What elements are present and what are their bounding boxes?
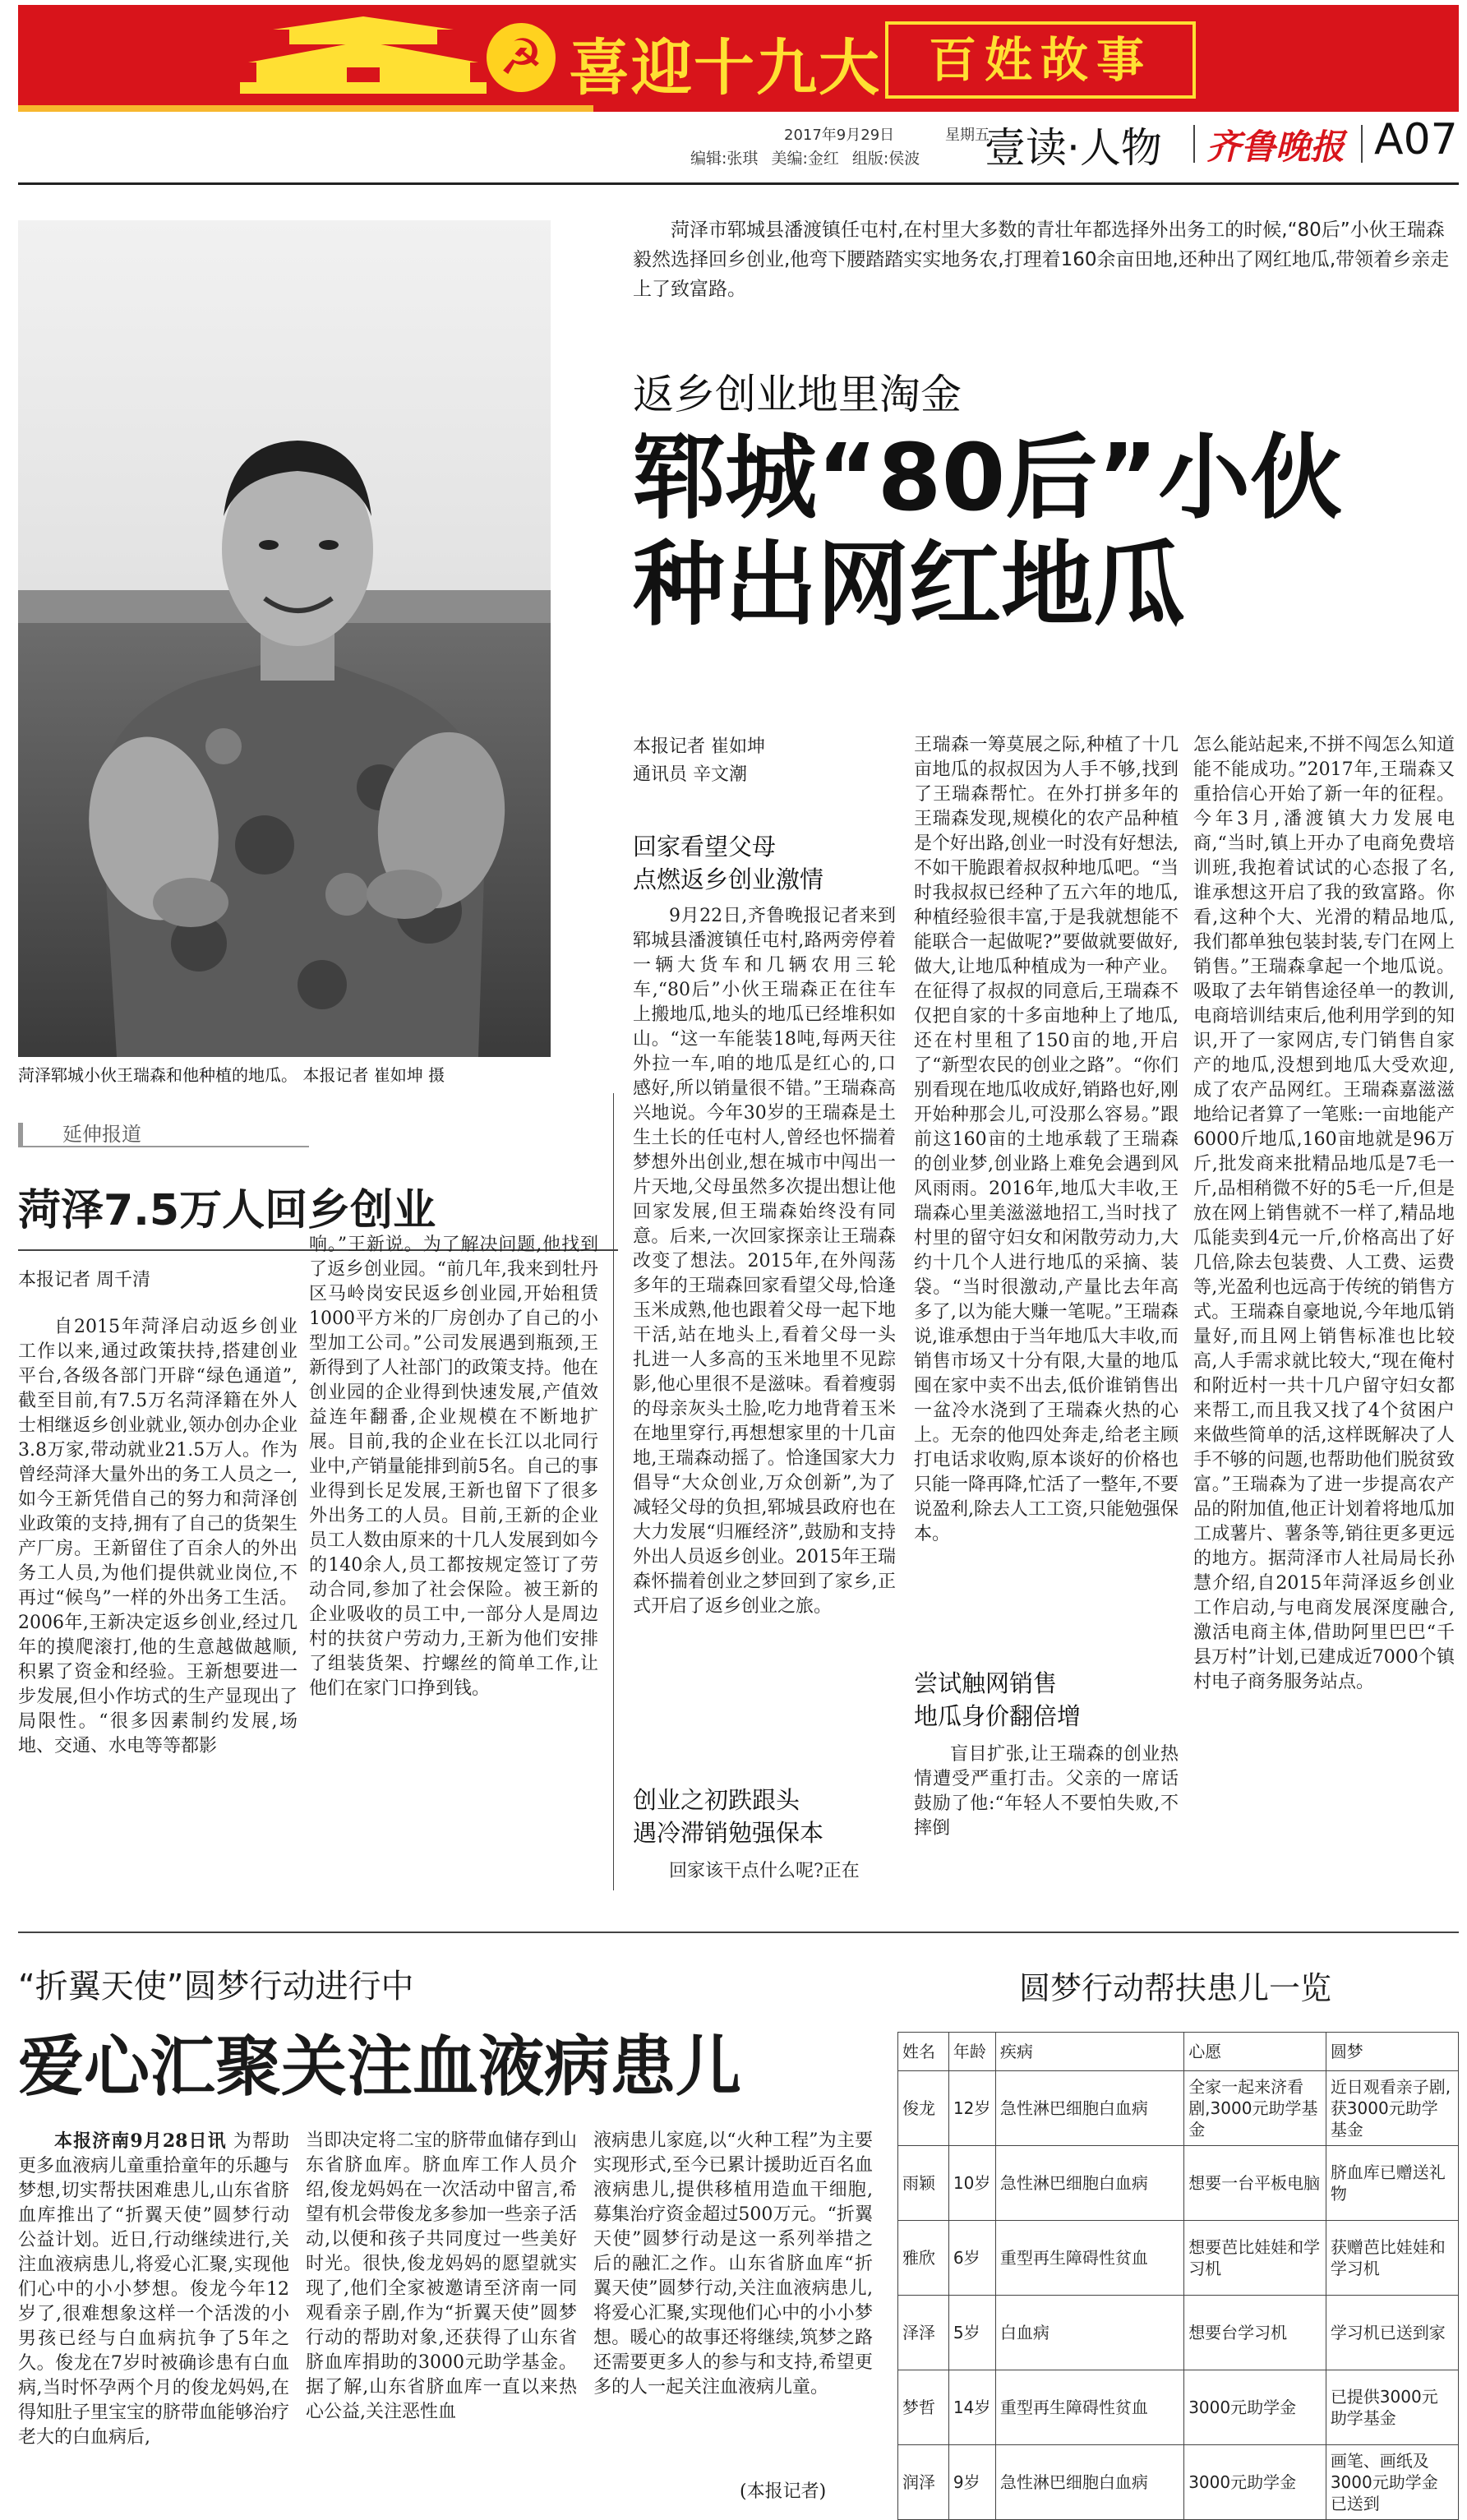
bottom-title: 爱心汇聚关注血液病患儿 [18,2028,741,2105]
table-row [898,2071,1459,2146]
byline-reporter: 本报记者 崔如坤 [633,736,765,757]
masthead-divider [1193,125,1195,163]
table-cell: 12岁 [948,2071,995,2146]
patients-table [897,2032,1459,2520]
table-header-cell: 圆梦 [1326,2033,1458,2071]
table-header-cell: 心愿 [1184,2033,1326,2071]
table-row [898,2370,1459,2445]
table-cell: 白血病 [995,2296,1183,2370]
table-cell: 泽泽 [898,2296,949,2370]
table-cell: 急性淋巴细胞白血病 [995,2146,1183,2221]
story-column-2-tail: 盲目扩张,让王瑞森的创业热情遭受严重打击。父亲的一席话鼓励了他:“年轻人不要怕失败,不摔倒 [914,1744,1179,1839]
table-cell: 想要台学习机 [1184,2296,1326,2370]
table-row [898,2445,1459,2520]
table-cell: 获赠芭比娃娃和学习机 [1326,2221,1458,2296]
table-cell: 学习机已送到家 [1326,2296,1458,2370]
table-cell: 已提供3000元助学基金 [1326,2370,1458,2445]
table-cell: 重型再生障碍性贫血 [995,2370,1183,2445]
bottom-column-2: 当即决定将二宝的脐带血储存到山东省脐血库。脐血库工作人员介绍,俊龙妈妈在一次活动中留言,希望有机会带俊龙多参加一些亲子活动,以便和孩子共同度过一些美好时光。很快,俊龙妈妈的愿望就实现了,他们全家被邀请至济南一同观看亲子剧,作为“折翼天使”圆梦行动的帮助对象,还获得了山东省脐血库捐助的3000元助学基金。据了解,山东省脐血库一直以来热心公益,关注恶性血 [306,2130,577,2422]
table-cell: 雨颖 [898,2146,949,2221]
story-column-1: 9月22日,齐鲁晚报记者来到郓城县潘渡镇任屯村,路两旁停着一辆大货车和几辆农用三轮车,“80后”小伙王瑞森正在往车上搬地瓜,地头的地瓜已经堆积如山。“这一车能装18吨,每两天往外拉一车,咱的地瓜是红心的,口感好,所以销量很不错。”王瑞森高兴地说。今年30岁的王瑞森是土生土长的任屯村人,曾经也怀揣着梦想外出创业,想在城市中闯出一片天地,父母虽然多次提出想让他回家发展,但王瑞森始终没有同意。后来,一次回家探亲让王瑞森改变了想法。2015年,在外闯荡多年的王瑞森回家看望父母,恰逢玉米成熟,他也跟着父母一起下地干活,站在地头上,看着父母一头扎进一人多高的玉米地里不见踪影,他心里很不是滋味。看着瘦弱的母亲灰头土脸,吃力地背着玉米在地里穿行,再想想家里的十几亩地,王瑞森动摇了。恰逢国家大力倡导“大众创业,万众创新”,为了减轻父母的负担,郓城县政府也在大力发展“归雁经济”,鼓励和支持外出人员返乡创业。2015年王瑞森怀揣着创业之梦回到了家乡,正式开启了返乡创业之旅。 [633,906,896,1617]
banner-band [18,105,593,112]
table-cell: 雅欣 [898,2221,949,2296]
byline-correspondent: 通讯员 辛文潮 [633,764,747,785]
story-headline: 郓城“80后”小伙 [633,425,1343,532]
story-column-3: 怎么能站起来,不拼不闯怎么知道能不能成功。”2017年,王瑞森又重拾信心开始了新一年的征程。今年3月,潘渡镇大力发展电商,“当时,镇上开办了电商免费培训班,我抱着试试的心态报了名,谁承想这开启了我的致富路。你看,这种个大、光滑的精品地瓜,我们都单独包装封装,专门在网上销售。”王瑞森拿起一个地瓜说。吸取了去年销售途径单一的教训,电商培训结束后,他利用学到的知识,开了一家网店,专门销售自家产的地瓜,没想到地瓜大受欢迎,成了农产品网红。王瑞森嘉滋滋地给记者算了一笔账:一亩地能产6000斤地瓜,160亩地就是96万斤,批发商来批精品地瓜是7毛一斤,品相稍微不好的5毛一斤,但是放在网上销售就不一样了,精品地瓜能卖到4元一斤,价格高出了好几倍,除去包装费、人工费、运费等,光盈利也远高于传统的销售方式。王瑞森自豪地说,今年地瓜销量好,而且网上销售标准也比较高,人手需求就比较大,“现在俺村和附近村一共十几户留守妇女都来帮工,而且我又找了4个贫困户来做些简单的活,这样既解决了人手不够的问题,也帮助他们脱贫致富。”王瑞森为了进一步提高农产品的附加值,他正计划着将地瓜加工成薯片、薯条等,销往更多更远的地方。据菏泽市人社局局长孙慧介绍,自2015年菏泽返乡创业工作启动,与电商发展深度融合,激活电商主体,借助阿里巴巴“千县万村”计划,已建成近7000个镇村电子商务服务站点。 [1193,735,1455,1692]
extension-column-1: 自2015年菏泽启动返乡创业工作以来,通过政策扶持,搭建创业平台,各级各部门开辟“绿色通道”,截至目前,有7.5万名菏泽籍在外人士相继返乡创业就业,领办创办企业3.8万家,带动就业21.5万人。作为曾经菏泽大量外出的务工人员之一,如今王新凭借自己的努力和菏泽创业政策的支持,拥有了自己的货架生产厂房。王新留住了百余人的外出务工人员,为他们提供就业岗位,不再过“候鸟”一样的外出务工生活。2006年,王新决定返乡创业,经过几年的摸爬滚打,他的生意越做越顺,积累了资金和经验。王新想要进一步发展,但小作坊式的生产显现出了局限性。“很多因素制约发展,场地、交通、水电等等都影 [18,1317,298,1756]
banner-column: 百姓故事 [885,21,1196,99]
section-name: 壹读·人物 [985,124,1162,172]
table-cell: 重型再生障碍性贫血 [995,2221,1183,2296]
main-photo [18,220,551,1057]
table-row [898,2296,1459,2370]
table-cell: 14岁 [948,2370,995,2445]
table-header-cell: 疾病 [995,2033,1183,2071]
table-cell: 10岁 [948,2146,995,2221]
table-cell: 近日观看亲子剧,获3000元助学基金 [1326,2071,1458,2146]
extension-column-2: 响。”王新说。为了解决问题,他找到了返乡创业园。“前几年,我来到牡丹区马岭岗安民返乡创业园,开始租赁1000平方米的厂房创办了自己的小型加工公司。”公司发展遇到瓶颈,王新得到了人社部门的政策支持。他在创业园的企业得到快速发展,产值效益连年翻番,企业规模在不断地扩展。目前,我的企业在长江以北同行业中,产销量能排到前5名。自己的事业得到长足发展,王新也留下了很多外出务工的人员。目前,王新的企业员工人数由原来的十几人发展到如今的140余人,员工都按规定签订了劳动合同,参加了社会保险。被王新的企业吸收的员工中,一部分人是周边村的扶贫户劳动力,王新为他们安排了组装货架、拧螺丝的简单工作,让他们在家门口挣到钱。 [309,1235,598,1699]
table-cell: 脐血库已赠送礼物 [1326,2146,1458,2221]
banner [18,5,1459,112]
table-cell: 3000元助学金 [1184,2445,1326,2520]
story-intro: 菏泽市郓城县潘渡镇任屯村,在村里大多数的青壮年都选择外出务工的时候,“80后”小伙王瑞森毅然选择回乡创业,他弯下腰踏踏实实地务农,打理着160余亩田地,还种出了网红地瓜,带领着乡亲走上了致富路。 [633,219,1450,300]
banner-title: 喜迎十九大 [569,33,881,104]
dateline: 本报济南9月28日讯 [54,2130,227,2152]
table-cell: 5岁 [948,2296,995,2370]
farmer-with-sweet-potatoes-image [18,220,551,1057]
table-cell: 9岁 [948,2445,995,2520]
table-cell: 想要芭比娃娃和学习机 [1184,2221,1326,2296]
table-header-cell: 姓名 [898,2033,949,2071]
page-number: A07 [1374,115,1458,164]
photo-caption: 菏泽郓城小伙王瑞森和他种植的地瓜。 本报记者 崔如坤 摄 [18,1065,445,1085]
bottom-column-3: 液病患儿家庭,以“火种工程”为主要实现形式,至今已累计援助近百名血液病患儿,提供移植用造血干细胞,募集治疗资金超过500万元。“折翼天使”圆梦行动是这一系列举措之后的融汇之作。山东省脐血库“折翼天使”圆梦行动,关注血液病患儿,将爱心汇聚,实现他们心中的小小梦想。暖心的故事还将继续,筑梦之路还需要更多人的参与和支持,希望更多的人一起关注血液病儿童。 [593,2130,873,2398]
masthead-divider [1361,125,1363,163]
table-cell: 想要一台平板电脑 [1184,2146,1326,2221]
table-cell: 画笔、画纸及3000元助学金已送到 [1326,2445,1458,2520]
subhead: 回家看望父母 点燃返乡创业激情 [633,833,824,893]
bottom-column-1: 本报济南9月28日讯 为帮助更多血液病儿童重拾童年的乐趣与梦想,切实帮扶困难患儿,山东省脐血库推出了“折翼天使”圆梦行动公益计划。近日,行动继续进行,关注血液病患儿,将爱心汇聚,实现他们心中的小小梦想。俊龙今年12岁了,很难想象这样一个活泼的小男孩已经与白血病抗争了5年之久。俊龙在7岁时被确诊患有白血病,当时怀孕两个月的俊龙妈妈,在得知肚子里宝宝的脐带血能够治疗老大的白血病后, [18,2130,289,2448]
section-rule [18,1932,1459,1933]
story-kicker: 返乡创业地里淘金 [633,371,962,418]
newspaper-logo: 齐鲁晚报 [1206,127,1345,167]
story-headline: 种出网红地瓜 [633,532,1185,639]
story-byline [633,733,765,789]
extension-title: 菏泽7.5万人回乡创业 [18,1186,436,1235]
table-cell: 急性淋巴细胞白血病 [995,2071,1183,2146]
bottom-kicker: “折翼天使”圆梦行动进行中 [18,1968,414,2005]
masthead-rule [18,182,1459,185]
subhead: 尝试触网销售 地瓜身价翻倍增 [914,1669,1082,1730]
table-title: 圆梦行动帮扶患儿一览 [1018,1970,1331,2006]
hammer-sickle-icon: ☭ [487,23,556,92]
table-cell: 梦哲 [898,2370,949,2445]
column-divider [613,1093,614,1890]
table-cell: 6岁 [948,2221,995,2296]
editors-line: 编辑:张琪 美编:金红 组版:侯波 [690,150,920,168]
table-body [898,2071,1459,2520]
table-row [898,2221,1459,2296]
extension-tag: 延伸报道 [18,1123,309,1147]
table-cell: 润泽 [898,2445,949,2520]
table-cell: 3000元助学金 [1184,2370,1326,2445]
table-row [898,2146,1459,2221]
issue-date: 2017年9月29日 [784,127,895,144]
bottom-signoff: (本报记者) [740,2481,827,2502]
extension-byline: 本报记者 周千清 [18,1270,150,1290]
story-column-2: 王瑞森一筹莫展之际,种植了十几亩地瓜的叔叔因为人手不够,找到了王瑞森帮忙。在外打拼多年的王瑞森发现,规模化的农产品种植是个好出路,创业一时没有好想法,不如干脆跟着叔叔种地瓜吧。“当时我叔叔已经种了五六年的地瓜,种植经验很丰富,于是我就想能不能联合一起做呢?”要做就要做好,做大,让地瓜种植成为一种产业。在征得了叔叔的同意后,王瑞森不仅把自家的十多亩地种上了地瓜,还在村里租了150亩的地,开启了“新型农民的创业之路”。“你们别看现在地瓜收成好,销路也好,刚开始种那会儿,可没那么容易。”跟前这160亩的土地承载了王瑞森的创业梦,创业路上难免会遇到风风雨雨。2016年,地瓜大丰收,王瑞森心里美滋滋地招工,当时找了村里的留守妇女和闲散劳动力,大约十几个人进行地瓜的采摘、装袋。“当时很激动,产量比去年高多了,以为能大赚一笔呢。”王瑞森说,谁承想由于当年地瓜大丰收,而销售市场又十分有限,大量的地瓜囤在家中卖不出去,低价谁销售出一盆冷水浇到了王瑞森火热的心上。无奈的他四处奔走,给老主顾打电话求收购,原本谈好的价格也只能一降再降,忙活了一整年,不要说盈利,除去人工工资,只能勉强保本。 [914,735,1179,1544]
table-header-row [898,2033,1459,2071]
table-cell: 全家一起来济看剧,3000元助学基金 [1184,2071,1326,2146]
table-header-cell: 年龄 [948,2033,995,2071]
story-column-1-tail: 回家该干点什么呢?正在 [669,1861,860,1881]
table-cell: 急性淋巴细胞白血病 [995,2445,1183,2520]
table-cell: 俊龙 [898,2071,949,2146]
subhead: 创业之初跌跟头 遇冷滞销勉强保本 [633,1786,824,1847]
issue-weekday: 星期五 [945,127,990,144]
